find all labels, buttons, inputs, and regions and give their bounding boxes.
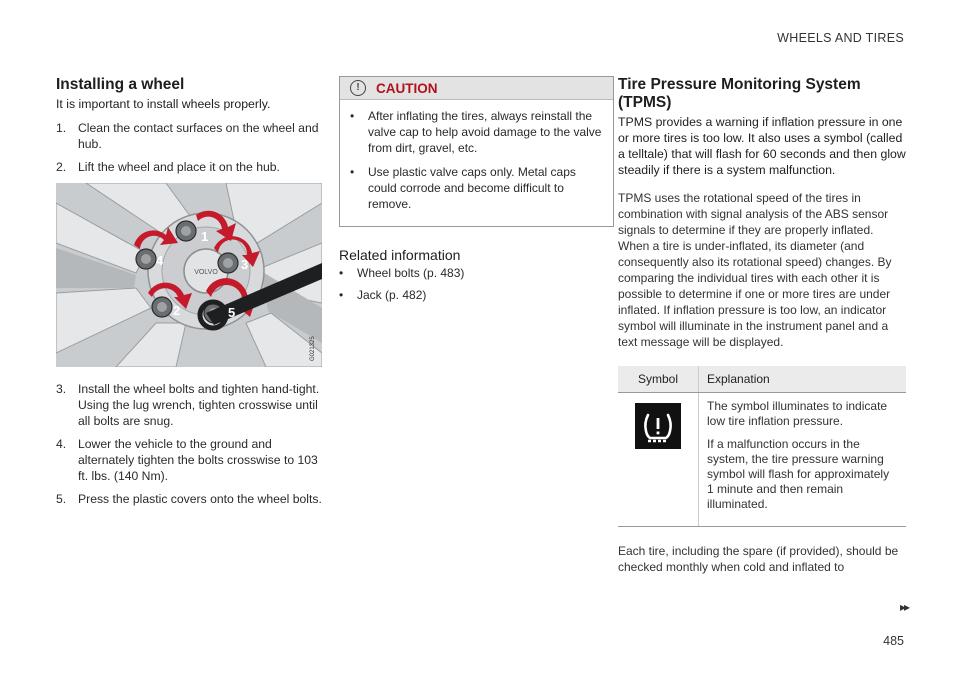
bullet-icon: • bbox=[339, 266, 344, 280]
caution-title: CAUTION bbox=[376, 80, 438, 96]
bullet-icon: • bbox=[350, 109, 355, 123]
step-number: 4. bbox=[56, 437, 67, 451]
tpms-section bbox=[618, 76, 906, 575]
figure-code: G021325 bbox=[310, 336, 316, 361]
related-list bbox=[339, 265, 612, 303]
running-header: WHEELS AND TIRES bbox=[777, 31, 904, 45]
related-information bbox=[339, 247, 612, 303]
symbol-cell bbox=[618, 393, 699, 527]
table-header-row bbox=[618, 366, 906, 393]
continue-marker: ▸▸ bbox=[899, 600, 908, 614]
section-title: Installing a wheel bbox=[56, 76, 185, 93]
related-link-jack[interactable]: • Jack (p. 482) bbox=[339, 288, 427, 302]
related-link-wheel-bolts[interactable]: • Wheel bolts (p. 483) bbox=[339, 266, 465, 280]
step-item bbox=[56, 381, 322, 429]
bolt-label-2: 2 bbox=[173, 303, 181, 318]
wheel-bolt-illustration bbox=[56, 183, 322, 367]
step-number: 2. bbox=[56, 160, 67, 174]
caution-column bbox=[339, 76, 612, 309]
explanation-cell bbox=[699, 393, 907, 527]
table-row bbox=[618, 393, 906, 527]
bolt-label-5: 5 bbox=[228, 305, 236, 320]
tpms-title: Tire Pressure Monitoring System (TPMS) bbox=[618, 76, 861, 111]
explanation-p2: If a malfunction occurs in the system, the tire pressure warning symbol will flash for approximately 1 minute and then remain illuminated. bbox=[707, 437, 890, 511]
steps-list bbox=[56, 120, 322, 175]
step-text: Lift the wheel and place it on the hub. bbox=[78, 160, 280, 174]
page-number: 485 bbox=[883, 634, 904, 648]
section-lead: It is important to install wheels properly. bbox=[56, 97, 271, 111]
col-symbol: Symbol bbox=[618, 366, 699, 393]
tpms-lead: TPMS provides a warning if inflation pressure in one or more tires is too low. It also uses a symbol (called a telltale) that will flash for 60 seconds and then glow steadily if there is a system malfunction. bbox=[618, 115, 906, 177]
symbol-table bbox=[618, 366, 906, 527]
step-text: Clean the contact surfaces on the wheel and hub. bbox=[78, 121, 319, 151]
step-item bbox=[56, 436, 322, 484]
step-number: 3. bbox=[56, 382, 67, 396]
related-title: Related information bbox=[339, 247, 461, 263]
step-text: Press the plastic covers onto the wheel bolts. bbox=[78, 492, 322, 506]
steps-list-continued bbox=[56, 381, 322, 507]
brand-text: VOLVO bbox=[194, 269, 218, 276]
bullet-icon: • bbox=[339, 288, 344, 302]
col-explanation: Explanation bbox=[699, 366, 907, 393]
step-number: 5. bbox=[56, 492, 67, 506]
tpms-closing: Each tire, including the spare (if provided), should be checked monthly when cold and inflated to bbox=[618, 544, 899, 574]
bolt-label-1: 1 bbox=[201, 229, 209, 244]
installing-wheel-section bbox=[56, 76, 322, 514]
tire-pressure-warning-icon bbox=[635, 403, 681, 449]
bolt-label-3: 3 bbox=[241, 257, 249, 272]
bolt-label-4: 4 bbox=[156, 253, 164, 268]
explanation-p1: The symbol illuminates to indicate low tire inflation pressure. bbox=[707, 399, 888, 428]
caution-list bbox=[340, 100, 613, 226]
tpms-body: TPMS uses the rotational speed of the tires in combination with signal analysis of the ABS sensor signals to determine if they are properly inflated. When a tire is under-inflated, its diameter (and consequently also its rotational speed) changes. By comparing the individual tires with each other it is possible to determine if one or more tires are under inflated. If inflation pressure is too low, an indicator symbol will illuminate in the instrument panel and a text message will be displayed. bbox=[618, 191, 892, 349]
step-item bbox=[56, 491, 322, 507]
caution-box bbox=[339, 76, 614, 227]
caution-item: • Use plastic valve caps only. Metal caps could corrode and become difficult to remove. bbox=[350, 165, 576, 211]
step-text: Install the wheel bolts and tighten hand-tight. Using the lug wrench, tighten crosswise until all bolts are snug. bbox=[78, 382, 320, 428]
step-item bbox=[56, 159, 322, 175]
caution-header bbox=[340, 77, 613, 100]
wheel-illustration-svg bbox=[56, 183, 322, 367]
step-item bbox=[56, 120, 322, 152]
step-text: Lower the vehicle to the ground and alternately tighten the bolts crosswise to 103 ft. lbs. (140 Nm). bbox=[78, 437, 318, 483]
step-number: 1. bbox=[56, 121, 67, 135]
caution-item: • After inflating the tires, always reinstall the valve cap to help avoid damage to the valve from dirt, gravel, etc. bbox=[350, 109, 602, 155]
caution-icon: ! bbox=[350, 80, 366, 96]
bullet-icon: • bbox=[350, 165, 355, 179]
